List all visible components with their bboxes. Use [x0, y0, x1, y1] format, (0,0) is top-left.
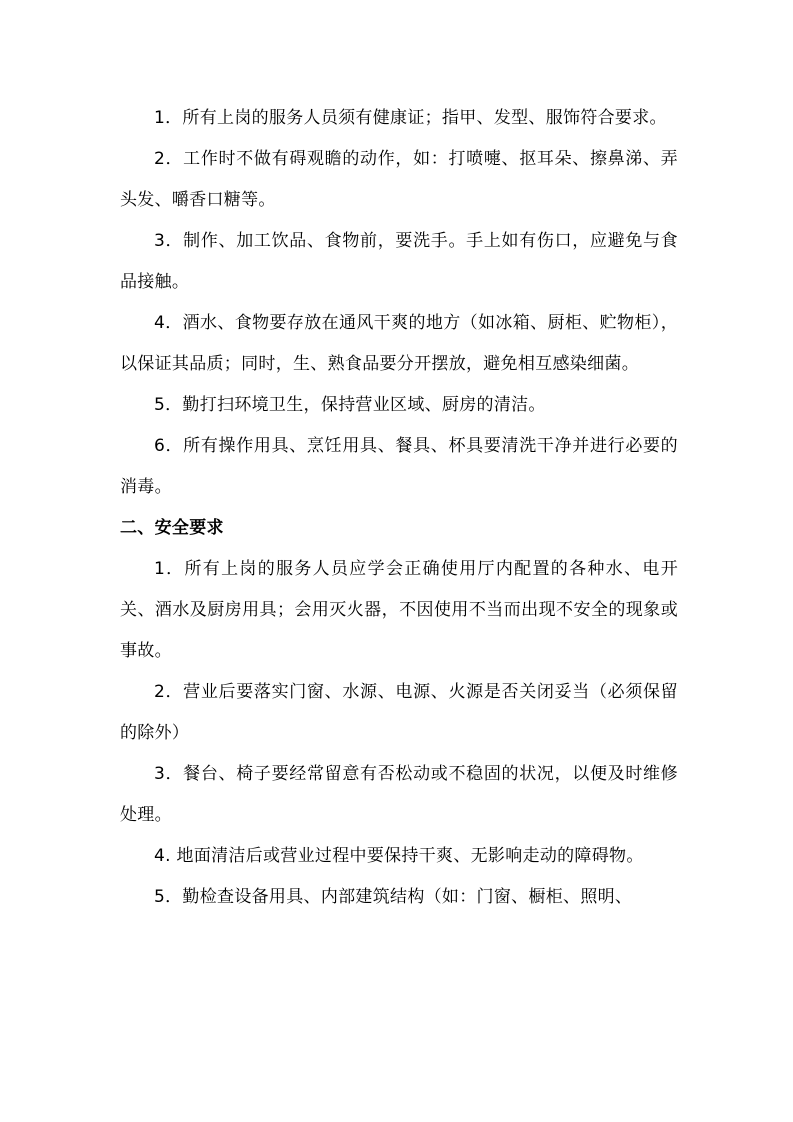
document-body — [120, 98, 678, 918]
safety-item-2: 2．营业后要落实门窗、水源、电源、火源是否关闭妥当（必须保留的除外） — [120, 682, 678, 743]
hygiene-item-6: 6．所有操作用具、烹饪用具、餐具、杯具要清洗干净并进行必要的消毒。 — [120, 436, 678, 497]
safety-section-title: 二、安全要求 — [120, 518, 224, 538]
safety-item-3: 3．餐台、椅子要经常留意有否松动或不稳固的状况，以便及时维修处理。 — [120, 764, 678, 825]
hygiene-item-5: 5．勤打扫环境卫生，保持营业区域、厨房的清洁。 — [154, 395, 546, 415]
hygiene-item-1: 1．所有上岗的服务人员须有健康证；指甲、发型、服饰符合要求。 — [154, 108, 667, 128]
hygiene-item-4: 4．酒水、食物要存放在通风干爽的地方（如冰箱、厨柜、贮物柜），以保证其品质；同时，生、熟食品要分开摆放，避免相互感染细菌。 — [120, 313, 678, 374]
safety-item-5: 5．勤检查设备用具、内部建筑结构（如：门窗、橱柜、照明、 — [154, 887, 633, 907]
safety-item-1: 1．所有上岗的服务人员应学会正确使用厅内配置的各种水、电开关、酒水及厨房用具；会用灭火器，不因使用不当而出现不安全的现象或事故。 — [120, 559, 678, 661]
safety-item-4: 4. 地面清洁后或营业过程中要保持干爽、无影响走动的障碍物。 — [154, 846, 644, 866]
hygiene-item-2: 2．工作时不做有碍观瞻的动作，如：打喷嚏、抠耳朵、擦鼻涕、弄头发、嚼香口糖等。 — [120, 149, 678, 210]
hygiene-item-3: 3．制作、加工饮品、食物前，要洗手。手上如有伤口，应避免与食品接触。 — [120, 231, 678, 292]
